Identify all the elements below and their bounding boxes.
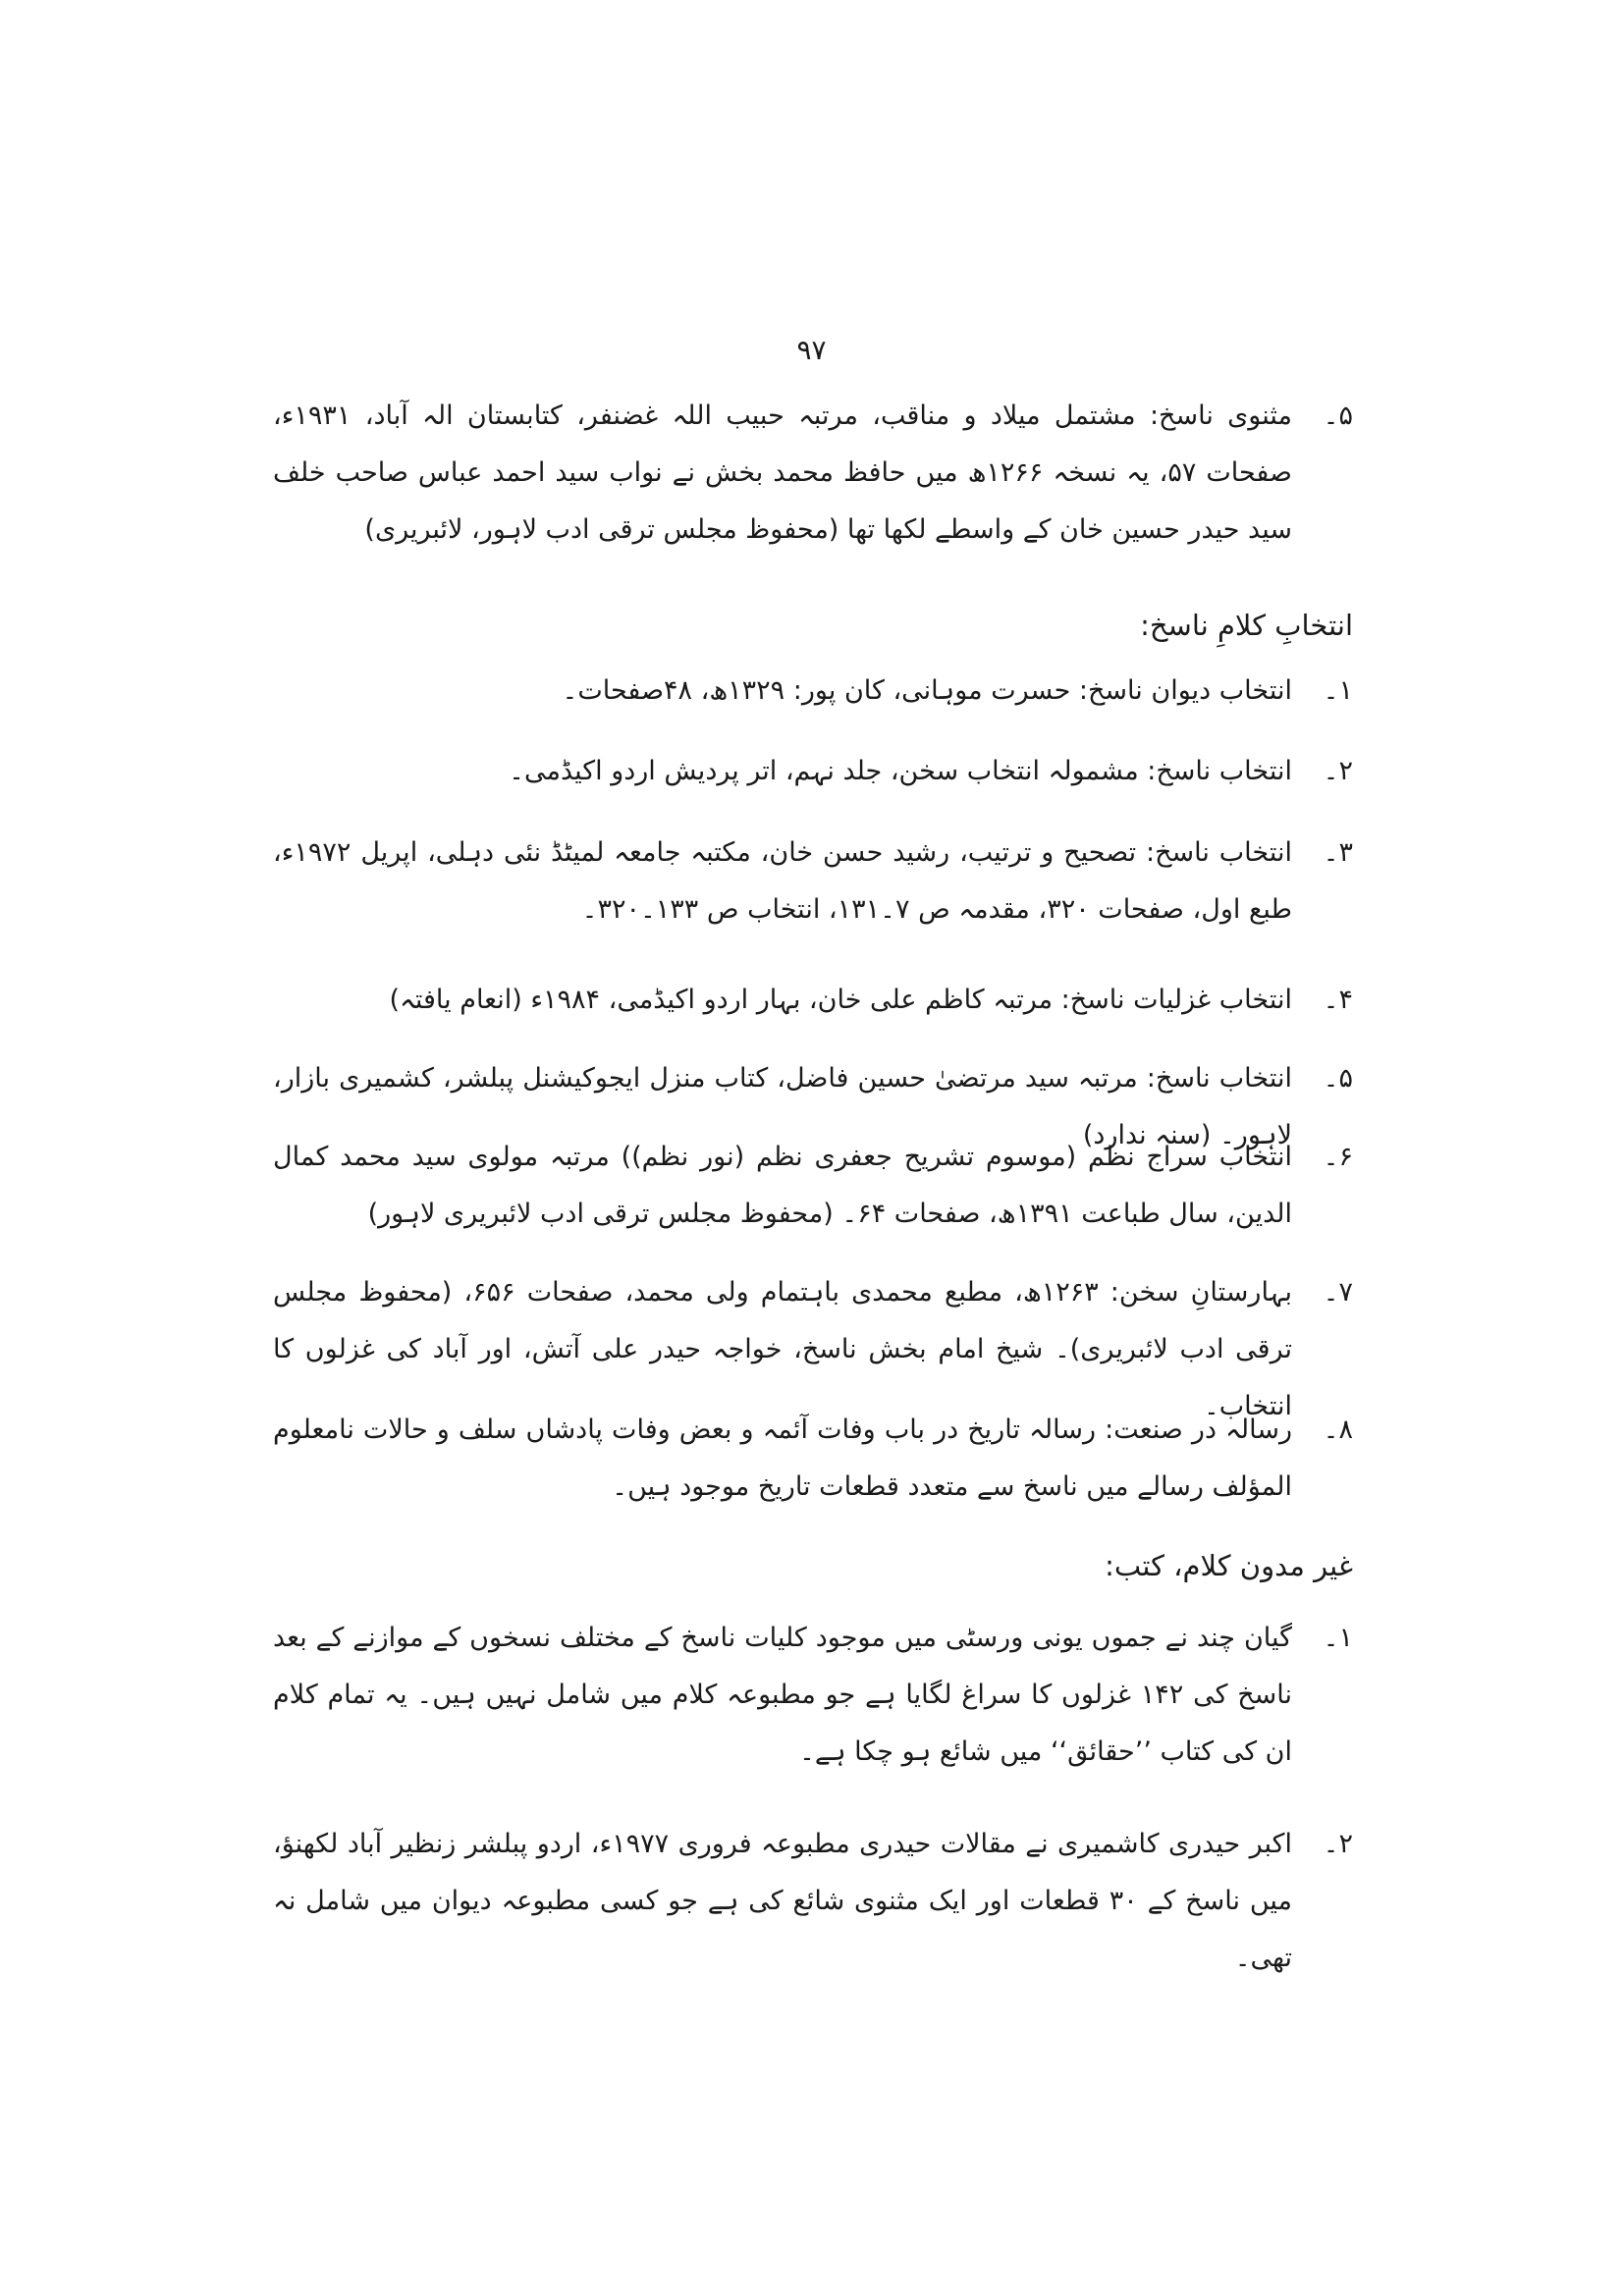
item-text: رسالہ در صنعت: رسالہ تاریخ در باب وفات آئمہ و بعض وفات پادشاں سلف و حالات نامعلوم المؤلف رسالے میں ناسخ سے متعدد قطعات تاریخ موجود ہیں۔ — [273, 1415, 1292, 1502]
item-text: مثنوی ناسخ: مشتمل میلاد و مناقب، مرتبہ حبیب اللہ غضنفر، کتابستان الہ آباد، ۱۹۳۱ء، صفحات ۵۷، یہ نسخہ ۱۲۶۶ھ میں حافظ محمد بخش نے نواب سید احمد عباس صاحب خلف سید حیدر حسین خان کے واسطے لکھا تھا (محفوظ مجلس ترقی ادب لاہور، لائبریری) — [273, 400, 1292, 545]
item-text: گیان چند نے جموں یونی ورسٹی میں موجود کلیات ناسخ کے مختلف نسخوں کے موازنے کے بعد ناسخ کی ۱۴۲ غزلوں کا سراغ لگایا ہے جو مطبوعہ کلام میں شامل نہیں ہیں۔ یہ تمام کلام ان کی کتاب ’’حقائق‘‘ میں شائع ہو چکا ہے۔ — [273, 1623, 1292, 1767]
list-item — [273, 825, 1353, 938]
item-number: ۷۔ — [1323, 1277, 1353, 1308]
list-item — [273, 663, 1353, 720]
item-number: ۱۔ — [1323, 1623, 1353, 1653]
item-text: انتخاب سراج نظم (موسوم تشریح جعفری نظم (نور نظم)) مرتبہ مولوی سید محمد کمال الدین، سال طباعت ۱۳۹۱ھ، صفحات ۶۴۔ (محفوظ مجلس ترقی ادب لائبریری لاہور) — [273, 1142, 1292, 1229]
list-item — [273, 1129, 1353, 1243]
item-text: اکبر حیدری کاشمیری نے مقالات حیدری مطبوعہ فروری ۱۹۷۷ء، اردو پبلشر زنظیر آباد لکھنؤ، میں ناسخ کے ۳۰ قطعات اور ایک مثنوی شائع کی ہے جو کسی مطبوعہ دیوان میں شامل نہ تھی۔ — [273, 1829, 1292, 1973]
item-number: ۱۔ — [1323, 675, 1353, 706]
item-text: انتخاب ناسخ: مرتبہ سید مرتضیٰ حسین فاضل، کتاب منزل ایجوکیشنل پبلشر، کشمیری بازار، لاہور۔ (سنہ ندارد) — [273, 1063, 1292, 1150]
section-heading: انتخابِ کلامِ ناسخ: — [1140, 609, 1353, 642]
item-number: ۳۔ — [1323, 837, 1353, 868]
item-text: انتخاب غزلیات ناسخ: مرتبہ کاظم علی خان، بہار اردو اکیڈمی، ۱۹۸۴ء (انعام یافتہ) — [389, 985, 1292, 1015]
item-number: ۶۔ — [1323, 1142, 1353, 1172]
item-text: انتخاب ناسخ: تصحیح و ترتیب، رشید حسن خان، مکتبہ جامعہ لمیٹڈ نئی دہلی، اپریل ۱۹۷۲ء، طبع اول، صفحات ۳۲۰، مقدمہ ص ۷۔۱۳۱، انتخاب ص ۱۳۳۔۳۲۰۔ — [273, 837, 1292, 925]
item-number: ۲۔ — [1323, 1829, 1353, 1859]
list-item — [273, 388, 1353, 559]
item-text: بہارستانِ سخن: ۱۲۶۳ھ، مطبع محمدی باہتمام ولی محمد، صفحات ۶۵۶، (محفوظ مجلس ترقی ادب لائبریری)۔ شیخ امام بخش ناسخ، خواجہ حیدر علی آتش، اور آباد کی غزلوں کا انتخاب۔ — [273, 1277, 1293, 1421]
section-heading: غیر مدون کلام، کتب: — [1105, 1549, 1353, 1582]
item-number: ۵۔ — [1323, 400, 1353, 431]
list-item — [273, 1402, 1353, 1516]
item-text: انتخاب ناسخ: مشمولہ انتخاب سخن، جلد نہم، اتر پردیش اردو اکیڈمی۔ — [509, 756, 1292, 786]
item-text: انتخاب دیوان ناسخ: حسرت موہانی، کان پور: ۱۳۲۹ھ، ۴۸صفحات۔ — [562, 675, 1292, 706]
item-number: ۸۔ — [1323, 1415, 1353, 1445]
page-number: ۹۷ — [796, 334, 827, 366]
list-item — [273, 743, 1353, 800]
list-item — [273, 972, 1353, 1029]
item-number: ۲۔ — [1323, 756, 1353, 786]
list-item — [273, 1610, 1353, 1781]
item-number: ۴۔ — [1323, 985, 1353, 1015]
item-number: ۵۔ — [1323, 1063, 1353, 1094]
list-item — [273, 1816, 1353, 1987]
